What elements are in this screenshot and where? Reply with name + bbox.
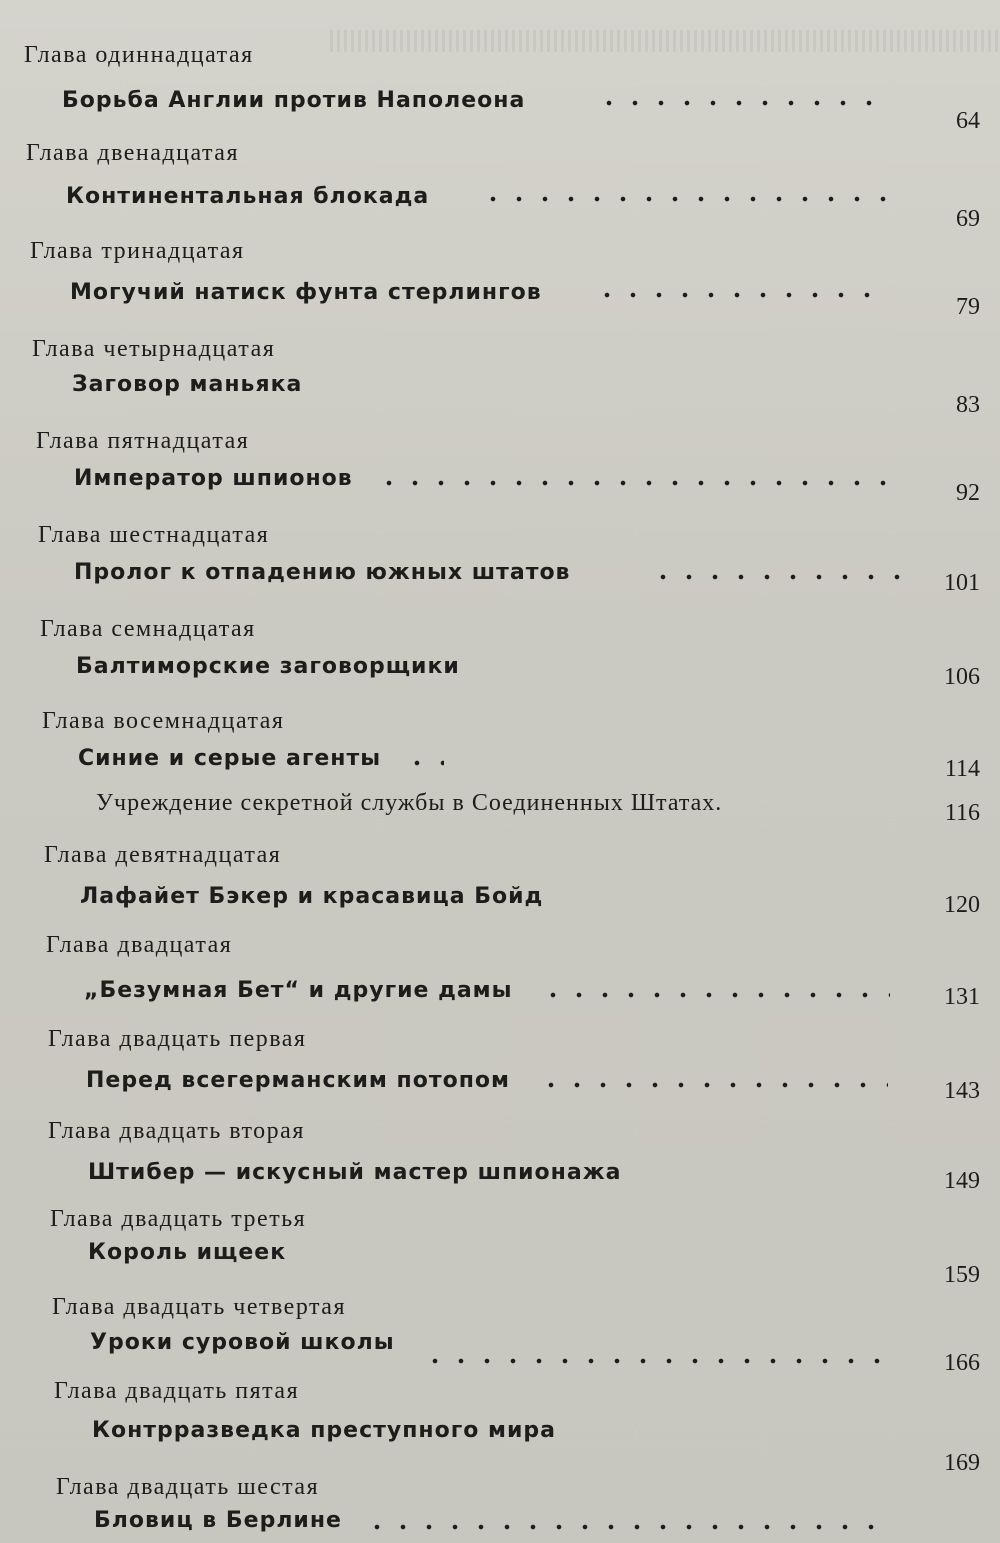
page-number: 64 xyxy=(956,108,980,134)
page-number: 131 xyxy=(944,984,980,1010)
page-number: 79 xyxy=(956,294,980,320)
chapter-title: Пролог к отпадению южных штатов xyxy=(74,560,571,585)
chapter-label: Глава двадцать пятая xyxy=(54,1378,300,1404)
page-number: 92 xyxy=(956,480,980,506)
chapter-title: Континентальная блокада xyxy=(66,184,430,209)
chapter-label: Глава двадцать шестая xyxy=(56,1474,320,1500)
dot-leader xyxy=(594,292,888,298)
dot-leader xyxy=(376,480,888,486)
chapter-label: Глава двенадцатая xyxy=(26,140,239,166)
chapter-label: Глава двадцать вторая xyxy=(48,1118,305,1144)
chapter-title: Император шпионов xyxy=(74,466,353,491)
page-number: 169 xyxy=(944,1450,980,1476)
chapter-label: Глава двадцать первая xyxy=(48,1026,307,1052)
chapter-label: Глава пятнадцатая xyxy=(36,428,250,454)
chapter-title: Заговор маньяка xyxy=(72,372,303,397)
chapter-title: Лафайет Бэкер и красавица Бойд xyxy=(80,884,544,909)
dot-leader xyxy=(404,760,444,766)
page-number: 149 xyxy=(944,1168,980,1194)
chapter-title: „Безумная Бет“ и другие дамы xyxy=(84,978,513,1003)
chapter-title: Штибер — искусный мастер шпионажа xyxy=(88,1160,622,1185)
dot-leader xyxy=(538,1082,888,1088)
chapter-label: Глава двадцать четвертая xyxy=(52,1294,346,1320)
page-number: 166 xyxy=(944,1350,980,1376)
page-number: 101 xyxy=(944,570,980,596)
chapter-label: Глава шестнадцатая xyxy=(38,522,270,548)
chapter-title: Синие и серые агенты xyxy=(78,746,382,771)
chapter-title: Контрразведка преступного мира xyxy=(92,1418,556,1443)
page-number: 114 xyxy=(944,756,980,782)
section-subtitle: Учреждение секретной службы в Соединенных Штатах. xyxy=(96,790,723,816)
chapter-label: Глава двадцатая xyxy=(46,932,233,958)
chapter-label: Глава одиннадцатая xyxy=(24,42,254,68)
chapter-title: Борьба Англии против Наполеона xyxy=(62,88,526,113)
chapter-title: Балтиморские заговорщики xyxy=(76,654,460,679)
dot-leader xyxy=(540,992,890,998)
chapter-label: Глава тринадцатая xyxy=(30,238,245,264)
page-number: 106 xyxy=(944,664,980,690)
page-number: 83 xyxy=(956,392,980,418)
chapter-title: Могучий натиск фунта стерлингов xyxy=(70,280,542,305)
dot-leader xyxy=(596,100,888,106)
dot-leader xyxy=(364,1524,894,1530)
subtitle-page-number: 116 xyxy=(944,800,980,826)
page-number: 143 xyxy=(944,1078,980,1104)
chapter-label: Глава восемнадцатая xyxy=(42,708,285,734)
dot-leader xyxy=(422,1358,892,1364)
chapter-label: Глава двадцать третья xyxy=(50,1206,307,1232)
chapter-title: Бловиц в Берлине xyxy=(94,1508,342,1533)
chapter-title: Уроки суровой школы xyxy=(90,1330,395,1355)
page-number: 159 xyxy=(944,1262,980,1288)
page-number: 120 xyxy=(944,892,980,918)
dot-leader xyxy=(480,196,890,202)
dot-leader xyxy=(650,574,910,580)
chapter-label: Глава девятнадцатая xyxy=(44,842,282,868)
chapter-label: Глава семнадцатая xyxy=(40,616,256,642)
chapter-title: Перед всегерманским потопом xyxy=(86,1068,511,1093)
chapter-label: Глава четырнадцатая xyxy=(32,336,276,362)
page-number: 69 xyxy=(956,206,980,232)
chapter-title: Король ищеек xyxy=(88,1240,287,1265)
